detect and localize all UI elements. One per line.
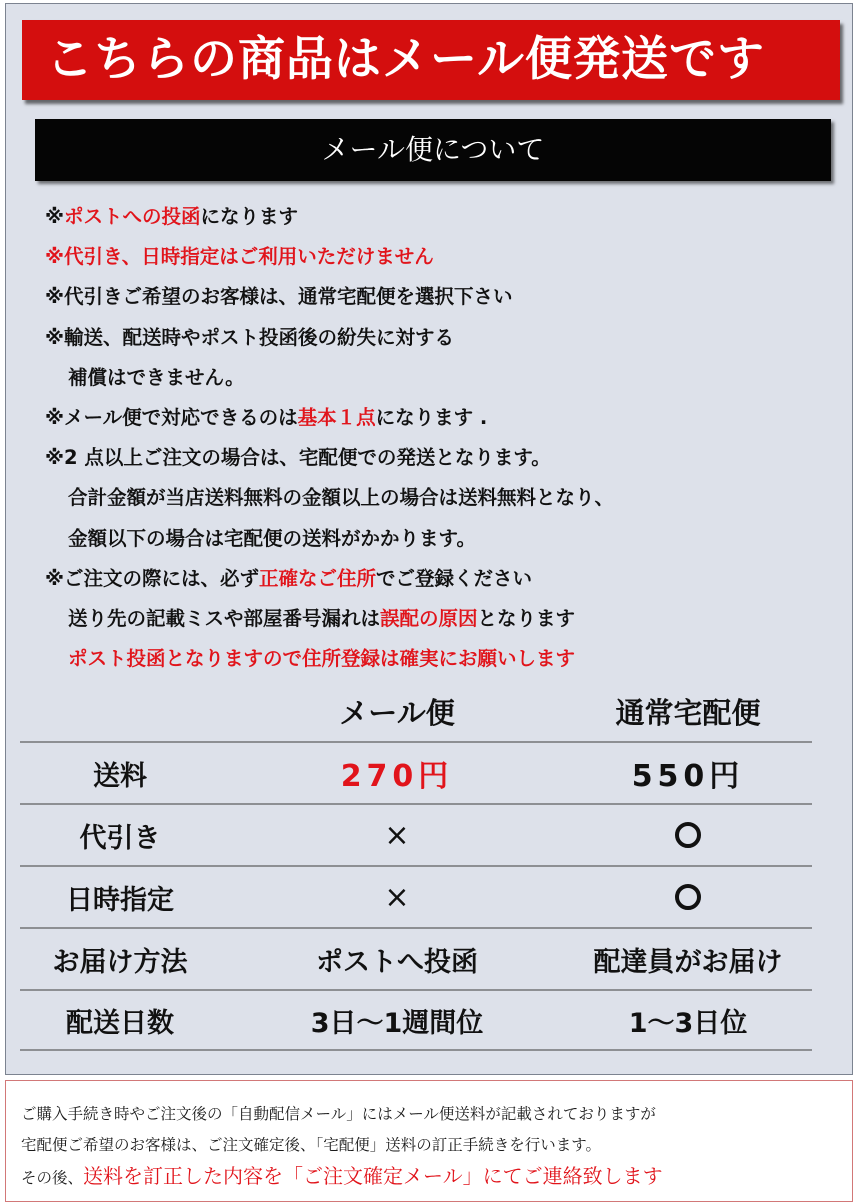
section-heading: メール便について <box>35 119 831 181</box>
circle-icon <box>575 805 801 865</box>
note-mark: ※ <box>45 285 64 309</box>
table-header <box>20 681 812 741</box>
row-label: お届け方法 <box>52 946 188 978</box>
table-row <box>20 803 812 865</box>
footer-line: 宅配便ご希望のお客様は、ご注文確定後、「宅配便」送料の訂正手続きを行います。 <box>21 1136 602 1154</box>
footer-text-highlight: 送料を訂正した内容を「ご注文確定メール」にてご連絡致します <box>83 1164 663 1188</box>
note-text: メール便で対応できるのは <box>63 405 298 429</box>
note-text: 金額以下の場合は宅配便の送料がかかります。 <box>68 526 476 550</box>
standard-delivery-method: 配達員がお届け <box>593 946 783 978</box>
note-text: 2 点以上ご注文の場合は、宅配便での発送となります。 <box>63 446 551 470</box>
notes-list <box>45 197 835 679</box>
note-text: になります <box>200 205 298 228</box>
cross-icon: × <box>384 879 410 915</box>
note-address-warning <box>45 639 835 679</box>
table-header-cell <box>20 681 220 741</box>
note-mark: ※ <box>45 566 64 590</box>
note-no-cod <box>45 237 835 277</box>
note-text-highlight: 誤配の原因 <box>380 606 478 630</box>
note-text: 送り先の記載ミスや部屋番号漏れは <box>68 606 381 630</box>
note-text: 合計金額が当店送料無料の金額以上の場合は送料無料となり、 <box>68 486 615 510</box>
note-multiple-items <box>45 438 835 478</box>
table-row <box>20 989 812 1051</box>
note-mark: ※ <box>45 245 64 269</box>
row-label: 日時指定 <box>66 884 174 916</box>
table-header-cell: メール便 <box>339 695 455 730</box>
footer-text: その後、 <box>21 1169 84 1187</box>
table-row <box>20 741 812 803</box>
mail-delivery-method: ポストへ投函 <box>316 946 478 978</box>
note-choose-standard <box>45 277 835 317</box>
note-mark: ※ <box>45 446 64 470</box>
standard-delivery-days: 1〜3日位 <box>628 1007 748 1039</box>
comparison-table <box>20 681 812 1051</box>
note-no-compensation-cont <box>45 358 835 398</box>
note-text: 補償はできません。 <box>68 365 245 389</box>
note-mark: ※ <box>45 205 64 228</box>
note-one-item <box>45 398 835 438</box>
note-text: となります <box>477 606 576 630</box>
note-multiple-items-cont <box>45 478 835 518</box>
note-text: でご登録ください <box>376 566 533 590</box>
note-text: 輸送、配送時やポスト投函後の紛失に対する <box>63 325 454 349</box>
page-title: こちらの商品はメール便発送です <box>22 20 840 100</box>
row-label: 代引き <box>79 822 161 854</box>
note-text-highlight: 基本１点 <box>297 405 376 429</box>
note-text-highlight: 代引き、日時指定はご利用いただけません <box>63 245 434 269</box>
note-text-highlight: 正確なご住所 <box>258 566 376 590</box>
note-address <box>45 559 835 599</box>
note-text: ご注文の際には、必ず <box>63 566 259 590</box>
footer-line: ご購入手続き時やご注文後の「自動配信メール」にはメール便送料が記載されておりますが <box>21 1105 656 1123</box>
table-row <box>20 927 812 989</box>
footer-line <box>21 1161 852 1194</box>
footer-notice <box>5 1080 853 1202</box>
row-label: 配送日数 <box>66 1007 174 1039</box>
note-address-cont <box>45 599 835 639</box>
circle-icon <box>575 867 801 927</box>
note-no-compensation <box>45 318 835 358</box>
table-row <box>20 865 812 927</box>
note-text: になります . <box>375 405 488 429</box>
standard-shipping-cost: 550円 <box>631 759 745 794</box>
note-multiple-items-cont <box>45 519 835 559</box>
note-mark: ※ <box>45 325 64 349</box>
cross-icon: × <box>384 817 410 853</box>
note-mark: ※ <box>45 405 64 429</box>
note-text-highlight: ポスト投函となりますので住所登録は確実にお願いします <box>68 647 576 671</box>
note-text-highlight: ポストへの投函 <box>63 205 201 228</box>
row-label: 送料 <box>93 760 147 792</box>
note-text: 代引きご希望のお客様は、通常宅配便を選択下さい <box>63 285 513 309</box>
mail-delivery-days: 3日〜1週間位 <box>310 1007 484 1039</box>
mail-shipping-cost: 270円 <box>340 759 454 794</box>
table-header-cell: 通常宅配便 <box>615 695 761 730</box>
note-post-delivery <box>45 197 835 237</box>
